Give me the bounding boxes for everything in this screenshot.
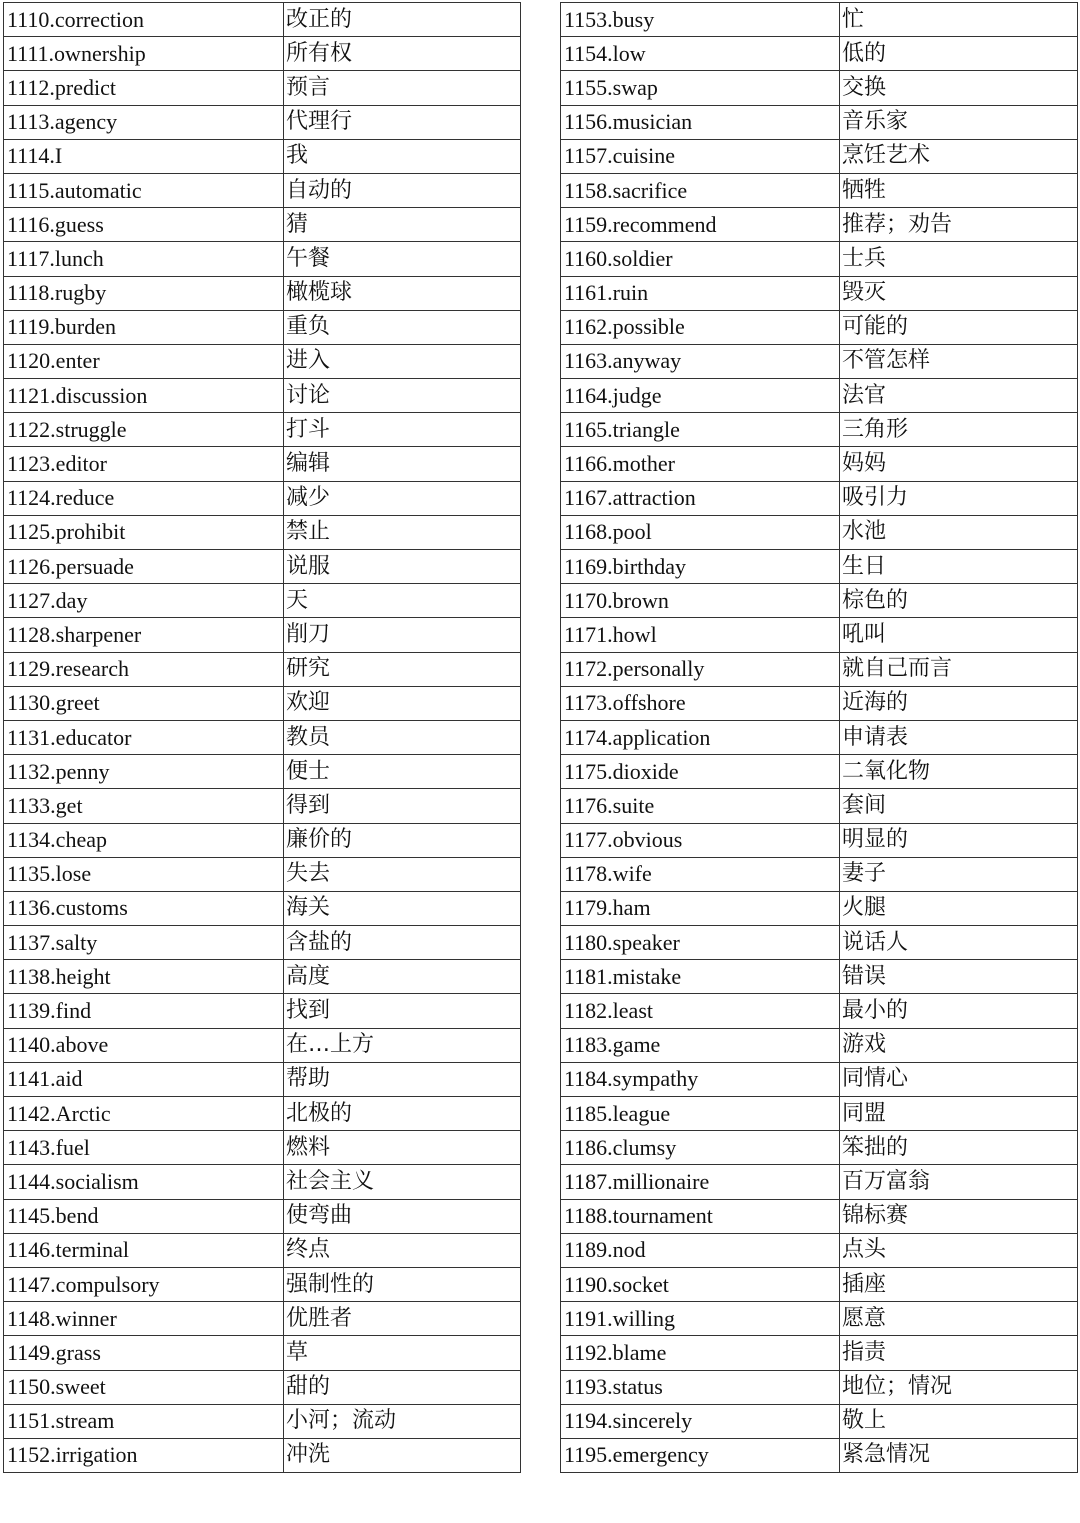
word-cell: 1136.customs — [4, 891, 284, 925]
table-row — [4, 1438, 521, 1472]
word-cell: 1175.dioxide — [561, 755, 840, 789]
vocab-table-left-body — [4, 3, 521, 1473]
word-cell: 1193.status — [561, 1370, 840, 1404]
word-cell: 1178.wife — [561, 857, 840, 891]
meaning-cell: 紧急情况 — [840, 1438, 1078, 1472]
meaning-cell: 忙 — [840, 3, 1078, 37]
word-cell: 1166.mother — [561, 447, 840, 481]
table-row — [561, 105, 1078, 139]
meaning-cell: 可能的 — [840, 310, 1078, 344]
meaning-cell: 推荐；劝告 — [840, 208, 1078, 242]
meaning-cell: 妻子 — [840, 857, 1078, 891]
meaning-cell: 说话人 — [840, 926, 1078, 960]
table-row — [561, 584, 1078, 618]
table-row — [4, 1404, 521, 1438]
word-cell: 1121.discussion — [4, 379, 284, 413]
table-row — [4, 686, 521, 720]
table-row — [4, 789, 521, 823]
word-cell: 1144.socialism — [4, 1165, 284, 1199]
table-row — [4, 71, 521, 105]
meaning-cell: 优胜者 — [284, 1302, 521, 1336]
table-row — [561, 994, 1078, 1028]
meaning-cell: 最小的 — [840, 994, 1078, 1028]
table-row — [4, 550, 521, 584]
meaning-cell: 改正的 — [284, 3, 521, 37]
meaning-cell: 地位；情况 — [840, 1370, 1078, 1404]
word-cell: 1182.least — [561, 994, 840, 1028]
meaning-cell: 帮助 — [284, 1062, 521, 1096]
table-row — [4, 276, 521, 310]
meaning-cell: 社会主义 — [284, 1165, 521, 1199]
meaning-cell: 生日 — [840, 550, 1078, 584]
word-cell: 1151.stream — [4, 1404, 284, 1438]
meaning-cell: 就自己而言 — [840, 652, 1078, 686]
table-row — [4, 926, 521, 960]
meaning-cell: 敬上 — [840, 1404, 1078, 1438]
meaning-cell: 近海的 — [840, 686, 1078, 720]
word-cell: 1134.cheap — [4, 823, 284, 857]
meaning-cell: 便士 — [284, 755, 521, 789]
word-cell: 1189.nod — [561, 1233, 840, 1267]
word-cell: 1149.grass — [4, 1336, 284, 1370]
meaning-cell: 高度 — [284, 960, 521, 994]
meaning-cell: 小河；流动 — [284, 1404, 521, 1438]
word-cell: 1133.get — [4, 789, 284, 823]
meaning-cell: 重负 — [284, 310, 521, 344]
word-cell: 1115.automatic — [4, 173, 284, 207]
meaning-cell: 欢迎 — [284, 686, 521, 720]
word-cell: 1191.willing — [561, 1302, 840, 1336]
vocab-table-right-body — [561, 3, 1078, 1473]
table-row — [561, 1097, 1078, 1131]
meaning-cell: 低的 — [840, 37, 1078, 71]
table-row — [561, 1131, 1078, 1165]
word-cell: 1170.brown — [561, 584, 840, 618]
table-row — [561, 3, 1078, 37]
meaning-cell: 笨拙的 — [840, 1131, 1078, 1165]
word-cell: 1179.ham — [561, 891, 840, 925]
table-row — [4, 960, 521, 994]
table-row — [4, 344, 521, 378]
table-row — [4, 1165, 521, 1199]
table-row — [561, 1199, 1078, 1233]
meaning-cell: 强制性的 — [284, 1267, 521, 1301]
word-cell: 1188.tournament — [561, 1199, 840, 1233]
table-row — [561, 413, 1078, 447]
word-cell: 1139.find — [4, 994, 284, 1028]
meaning-cell: 法官 — [840, 379, 1078, 413]
table-row — [4, 242, 521, 276]
meaning-cell: 找到 — [284, 994, 521, 1028]
word-cell: 1125.prohibit — [4, 515, 284, 549]
word-cell: 1167.attraction — [561, 481, 840, 515]
word-cell: 1180.speaker — [561, 926, 840, 960]
table-row — [561, 1062, 1078, 1096]
word-cell: 1162.possible — [561, 310, 840, 344]
word-cell: 1171.howl — [561, 618, 840, 652]
word-cell: 1161.ruin — [561, 276, 840, 310]
meaning-cell: 减少 — [284, 481, 521, 515]
vocab-table-right — [560, 2, 1078, 1473]
word-cell: 1164.judge — [561, 379, 840, 413]
meaning-cell: 进入 — [284, 344, 521, 378]
table-row — [4, 1062, 521, 1096]
word-cell: 1147.compulsory — [4, 1267, 284, 1301]
word-cell: 1123.editor — [4, 447, 284, 481]
table-row — [4, 1097, 521, 1131]
meaning-cell: 猜 — [284, 208, 521, 242]
word-cell: 1173.offshore — [561, 686, 840, 720]
word-cell: 1145.bend — [4, 1199, 284, 1233]
word-cell: 1126.persuade — [4, 550, 284, 584]
table-row — [561, 686, 1078, 720]
table-row — [4, 447, 521, 481]
table-row — [4, 413, 521, 447]
table-row — [561, 618, 1078, 652]
word-cell: 1130.greet — [4, 686, 284, 720]
word-cell: 1187.millionaire — [561, 1165, 840, 1199]
word-cell: 1160.soldier — [561, 242, 840, 276]
meaning-cell: 点头 — [840, 1233, 1078, 1267]
table-row — [4, 1302, 521, 1336]
meaning-cell: 音乐家 — [840, 105, 1078, 139]
word-cell: 1169.birthday — [561, 550, 840, 584]
meaning-cell: 禁止 — [284, 515, 521, 549]
word-cell: 1186.clumsy — [561, 1131, 840, 1165]
meaning-cell: 二氧化物 — [840, 755, 1078, 789]
table-row — [4, 1233, 521, 1267]
word-cell: 1184.sympathy — [561, 1062, 840, 1096]
word-cell: 1113.agency — [4, 105, 284, 139]
table-row — [4, 310, 521, 344]
word-cell: 1110.correction — [4, 3, 284, 37]
table-row — [561, 1028, 1078, 1062]
word-cell: 1124.reduce — [4, 481, 284, 515]
meaning-cell: 毁灭 — [840, 276, 1078, 310]
word-cell: 1138.height — [4, 960, 284, 994]
meaning-cell: 终点 — [284, 1233, 521, 1267]
word-cell: 1135.lose — [4, 857, 284, 891]
table-row — [4, 994, 521, 1028]
table-row — [561, 891, 1078, 925]
word-cell: 1157.cuisine — [561, 139, 840, 173]
table-row — [561, 1404, 1078, 1438]
table-row — [4, 379, 521, 413]
table-row — [561, 276, 1078, 310]
meaning-cell: 打斗 — [284, 413, 521, 447]
meaning-cell: 北极的 — [284, 1097, 521, 1131]
meaning-cell: 教员 — [284, 720, 521, 754]
table-row — [4, 857, 521, 891]
word-cell: 1128.sharpener — [4, 618, 284, 652]
table-row — [4, 618, 521, 652]
table-row — [4, 1370, 521, 1404]
word-cell: 1156.musician — [561, 105, 840, 139]
meaning-cell: 吸引力 — [840, 481, 1078, 515]
table-row — [4, 1336, 521, 1370]
table-row — [4, 584, 521, 618]
word-cell: 1159.recommend — [561, 208, 840, 242]
meaning-cell: 削刀 — [284, 618, 521, 652]
meaning-cell: 燃料 — [284, 1131, 521, 1165]
table-row — [4, 173, 521, 207]
table-row — [4, 1267, 521, 1301]
word-cell: 1174.application — [561, 720, 840, 754]
meaning-cell: 廉价的 — [284, 823, 521, 857]
word-cell: 1140.above — [4, 1028, 284, 1062]
meaning-cell: 水池 — [840, 515, 1078, 549]
table-row — [561, 1336, 1078, 1370]
word-cell: 1192.blame — [561, 1336, 840, 1370]
table-row — [4, 823, 521, 857]
meaning-cell: 棕色的 — [840, 584, 1078, 618]
word-cell: 1181.mistake — [561, 960, 840, 994]
table-row — [4, 1131, 521, 1165]
meaning-cell: 天 — [284, 584, 521, 618]
word-cell: 1165.triangle — [561, 413, 840, 447]
meaning-cell: 所有权 — [284, 37, 521, 71]
word-cell: 1146.terminal — [4, 1233, 284, 1267]
word-cell: 1120.enter — [4, 344, 284, 378]
meaning-cell: 自动的 — [284, 173, 521, 207]
word-cell: 1143.fuel — [4, 1131, 284, 1165]
meaning-cell: 同盟 — [840, 1097, 1078, 1131]
table-row — [561, 960, 1078, 994]
table-row — [561, 1370, 1078, 1404]
meaning-cell: 百万富翁 — [840, 1165, 1078, 1199]
meaning-cell: 指责 — [840, 1336, 1078, 1370]
table-row — [561, 173, 1078, 207]
meaning-cell: 申请表 — [840, 720, 1078, 754]
table-row — [561, 755, 1078, 789]
meaning-cell: 同情心 — [840, 1062, 1078, 1096]
word-cell: 1132.penny — [4, 755, 284, 789]
table-row — [4, 37, 521, 71]
table-row — [4, 208, 521, 242]
word-cell: 1150.sweet — [4, 1370, 284, 1404]
word-cell: 1177.obvious — [561, 823, 840, 857]
meaning-cell: 含盐的 — [284, 926, 521, 960]
table-row — [561, 379, 1078, 413]
table-row — [4, 755, 521, 789]
meaning-cell: 烹饪艺术 — [840, 139, 1078, 173]
meaning-cell: 三角形 — [840, 413, 1078, 447]
word-cell: 1183.game — [561, 1028, 840, 1062]
word-cell: 1114.I — [4, 139, 284, 173]
table-row — [4, 652, 521, 686]
table-row — [4, 515, 521, 549]
meaning-cell: 明显的 — [840, 823, 1078, 857]
table-row — [561, 789, 1078, 823]
table-row — [4, 139, 521, 173]
word-cell: 1141.aid — [4, 1062, 284, 1096]
word-cell: 1155.swap — [561, 71, 840, 105]
table-row — [4, 1199, 521, 1233]
table-row — [561, 71, 1078, 105]
table-row — [4, 1028, 521, 1062]
table-row — [561, 652, 1078, 686]
meaning-cell: 草 — [284, 1336, 521, 1370]
word-cell: 1148.winner — [4, 1302, 284, 1336]
table-row — [4, 720, 521, 754]
meaning-cell: 吼叫 — [840, 618, 1078, 652]
word-cell: 1112.predict — [4, 71, 284, 105]
word-cell: 1131.educator — [4, 720, 284, 754]
table-row — [561, 208, 1078, 242]
word-cell: 1176.suite — [561, 789, 840, 823]
table-row — [561, 926, 1078, 960]
word-cell: 1158.sacrifice — [561, 173, 840, 207]
meaning-cell: 代理行 — [284, 105, 521, 139]
table-row — [561, 857, 1078, 891]
meaning-cell: 研究 — [284, 652, 521, 686]
word-cell: 1117.lunch — [4, 242, 284, 276]
word-cell: 1190.socket — [561, 1267, 840, 1301]
meaning-cell: 甜的 — [284, 1370, 521, 1404]
meaning-cell: 插座 — [840, 1267, 1078, 1301]
meaning-cell: 冲洗 — [284, 1438, 521, 1472]
table-row — [561, 37, 1078, 71]
word-cell: 1127.day — [4, 584, 284, 618]
word-cell: 1111.ownership — [4, 37, 284, 71]
word-cell: 1137.salty — [4, 926, 284, 960]
word-cell: 1185.league — [561, 1097, 840, 1131]
table-row — [561, 344, 1078, 378]
word-cell: 1194.sincerely — [561, 1404, 840, 1438]
meaning-cell: 不管怎样 — [840, 344, 1078, 378]
meaning-cell: 失去 — [284, 857, 521, 891]
table-row — [4, 481, 521, 515]
table-row — [561, 515, 1078, 549]
meaning-cell: 在…上方 — [284, 1028, 521, 1062]
meaning-cell: 预言 — [284, 71, 521, 105]
meaning-cell: 编辑 — [284, 447, 521, 481]
meaning-cell: 我 — [284, 139, 521, 173]
word-cell: 1163.anyway — [561, 344, 840, 378]
word-cell: 1142.Arctic — [4, 1097, 284, 1131]
table-row — [561, 242, 1078, 276]
meaning-cell: 游戏 — [840, 1028, 1078, 1062]
meaning-cell: 士兵 — [840, 242, 1078, 276]
meaning-cell: 愿意 — [840, 1302, 1078, 1336]
table-row — [561, 1302, 1078, 1336]
table-row — [561, 447, 1078, 481]
meaning-cell: 锦标赛 — [840, 1199, 1078, 1233]
table-row — [4, 105, 521, 139]
meaning-cell: 说服 — [284, 550, 521, 584]
table-row — [561, 481, 1078, 515]
table-row — [4, 891, 521, 925]
table-row — [561, 1438, 1078, 1472]
table-row — [561, 720, 1078, 754]
meaning-cell: 妈妈 — [840, 447, 1078, 481]
meaning-cell: 讨论 — [284, 379, 521, 413]
meaning-cell: 海关 — [284, 891, 521, 925]
word-cell: 1195.emergency — [561, 1438, 840, 1472]
word-cell: 1129.research — [4, 652, 284, 686]
table-row — [561, 310, 1078, 344]
word-cell: 1118.rugby — [4, 276, 284, 310]
word-cell: 1172.personally — [561, 652, 840, 686]
meaning-cell: 套间 — [840, 789, 1078, 823]
table-row — [561, 139, 1078, 173]
meaning-cell: 得到 — [284, 789, 521, 823]
meaning-cell: 错误 — [840, 960, 1078, 994]
table-row — [561, 1165, 1078, 1199]
word-cell: 1154.low — [561, 37, 840, 71]
meaning-cell: 使弯曲 — [284, 1199, 521, 1233]
vocab-table-left — [3, 2, 521, 1473]
word-cell: 1152.irrigation — [4, 1438, 284, 1472]
word-cell: 1168.pool — [561, 515, 840, 549]
word-cell: 1116.guess — [4, 208, 284, 242]
meaning-cell: 午餐 — [284, 242, 521, 276]
word-cell: 1153.busy — [561, 3, 840, 37]
word-cell: 1122.struggle — [4, 413, 284, 447]
table-row — [561, 823, 1078, 857]
meaning-cell: 火腿 — [840, 891, 1078, 925]
table-row — [4, 3, 521, 37]
meaning-cell: 牺牲 — [840, 173, 1078, 207]
table-row — [561, 1267, 1078, 1301]
table-row — [561, 1233, 1078, 1267]
meaning-cell: 橄榄球 — [284, 276, 521, 310]
word-cell: 1119.burden — [4, 310, 284, 344]
table-row — [561, 550, 1078, 584]
meaning-cell: 交换 — [840, 71, 1078, 105]
